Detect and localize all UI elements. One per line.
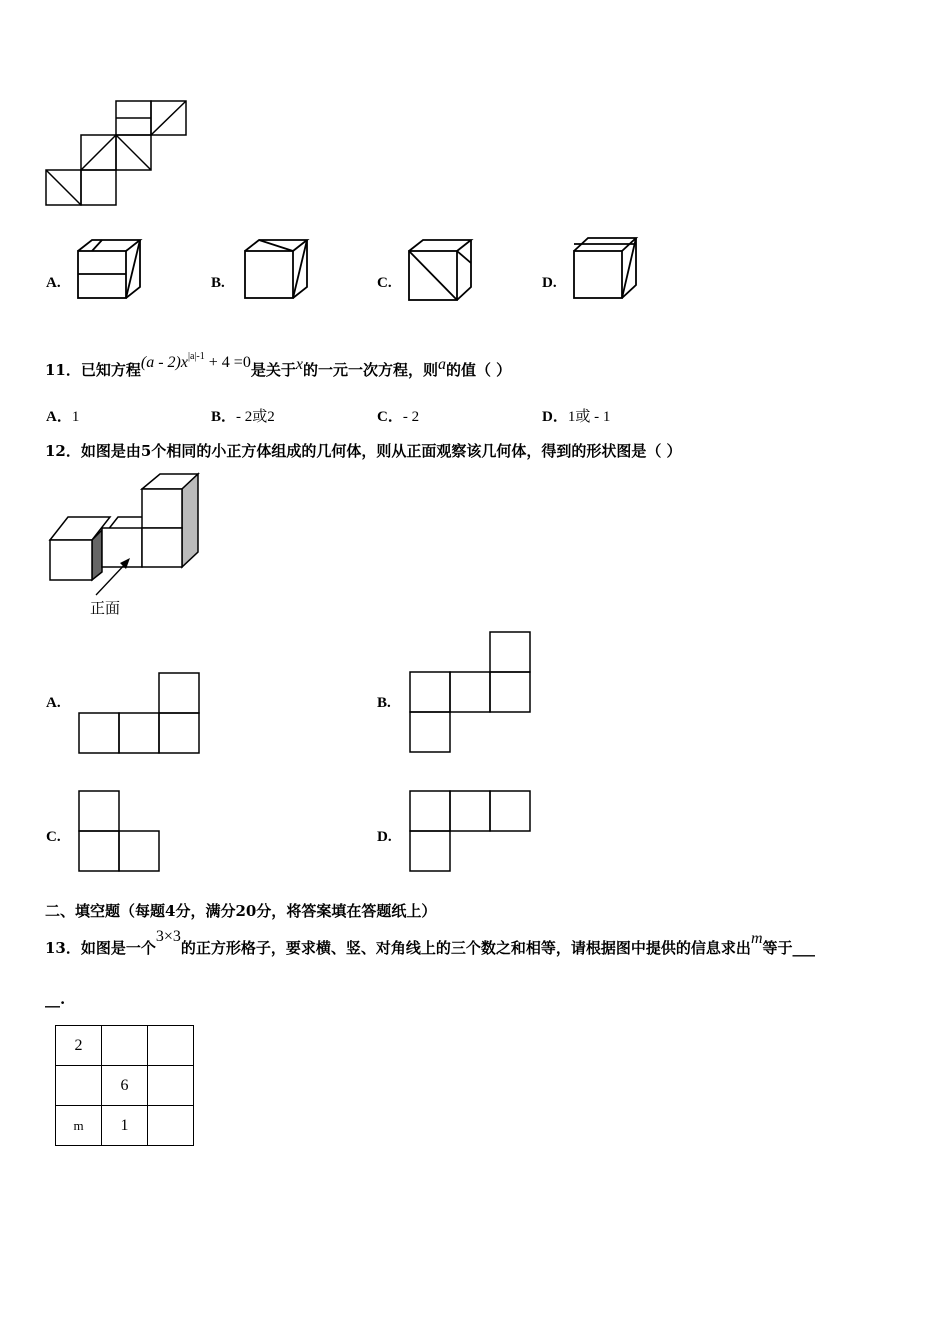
q10-option-a-label: A. <box>46 275 61 291</box>
q12-option-c-view <box>78 790 164 874</box>
grid-row <box>56 1106 194 1146</box>
q11-option-b <box>211 405 275 426</box>
q10-option-b-cube <box>243 238 309 300</box>
q11-option-c-label: C． <box>377 409 403 425</box>
grid-row <box>56 1026 194 1066</box>
q13-var-m: m <box>750 930 763 947</box>
q13-magic-square-grid <box>55 1025 194 1146</box>
q13-question <box>45 928 816 958</box>
q11-question <box>45 351 512 380</box>
q12-text: 如图是由5个相同的小正方体组成的几何体，则从正面观察该几何体，得到的形状图是（ ） <box>80 442 682 460</box>
q10-option-c-cube <box>407 238 473 302</box>
q11-equation-tail: + 4 =0 <box>204 354 251 371</box>
q11-option-c-value: - 2 <box>402 409 420 425</box>
q12-option-b-view <box>409 631 535 755</box>
q11-middle2: 的一元一次方程，则 <box>302 361 438 379</box>
grid-cell <box>56 1066 102 1106</box>
cube-net-figure <box>45 100 190 210</box>
grid-cell <box>102 1026 148 1066</box>
grid-cell: m <box>56 1106 102 1146</box>
q13-middle: 的正方形格子，要求横、竖、对角线上的三个数之和相等，请根据图中提供的信息求出 <box>180 939 751 957</box>
q12-option-b-label: B. <box>377 695 391 711</box>
q12-option-a-label: A. <box>46 695 61 711</box>
q12-option-a-view <box>78 672 204 756</box>
q11-option-a-label: A． <box>46 409 72 425</box>
section2-title: 二、填空题（每题4分，满分20分，将答案填在答题纸上） <box>45 902 437 920</box>
q11-option-d-label: D． <box>542 409 568 425</box>
q11-option-b-value: - 2或2 <box>236 409 275 425</box>
q11-prefix: 已知方程 <box>80 361 141 379</box>
q12-arrow <box>90 555 135 600</box>
q13-continuation: __. <box>45 990 66 1008</box>
q11-suffix: 的值（ ） <box>445 361 512 379</box>
q11-option-b-label: B． <box>211 409 237 425</box>
q11-option-d-value: 1或 - 1 <box>567 409 611 425</box>
q10-option-b-label: B. <box>211 275 225 291</box>
q13-number: 13． <box>45 939 81 957</box>
q13-prefix: 如图是一个 <box>80 939 156 957</box>
q10-option-d-label: D. <box>542 275 557 291</box>
q11-var-a: a <box>437 356 446 373</box>
q12-option-d-label: D. <box>377 829 392 845</box>
grid-cell <box>148 1066 194 1106</box>
q13-suffix: 等于___ <box>762 939 816 957</box>
q13-size: 3×3 <box>155 928 181 945</box>
q11-option-a <box>46 405 79 426</box>
grid-row <box>56 1066 194 1106</box>
grid-cell: 6 <box>102 1066 148 1106</box>
q11-middle1: 是关于 <box>250 361 296 379</box>
q12-front-label: 正面 <box>90 599 121 617</box>
grid-cell: 2 <box>56 1026 102 1066</box>
q10-option-d-cube <box>572 236 640 300</box>
grid-cell: 1 <box>102 1106 148 1146</box>
q10-option-a-cube <box>76 238 142 300</box>
q11-option-d <box>542 405 610 426</box>
q11-equation: (a - 2)x <box>140 354 188 371</box>
q11-option-a-value: 1 <box>71 409 80 425</box>
q10-option-c-label: C. <box>377 275 392 291</box>
q12-option-c-label: C. <box>46 829 61 845</box>
q11-exponent: |a|-1 <box>187 351 205 362</box>
q11-number: 11． <box>45 361 81 379</box>
q12-number: 12． <box>45 442 81 460</box>
q12-question <box>45 440 682 461</box>
q11-option-c <box>377 405 419 426</box>
q11-var-x: x <box>295 356 303 373</box>
q12-option-d-view <box>409 790 535 874</box>
grid-cell <box>148 1026 194 1066</box>
grid-cell <box>148 1106 194 1146</box>
